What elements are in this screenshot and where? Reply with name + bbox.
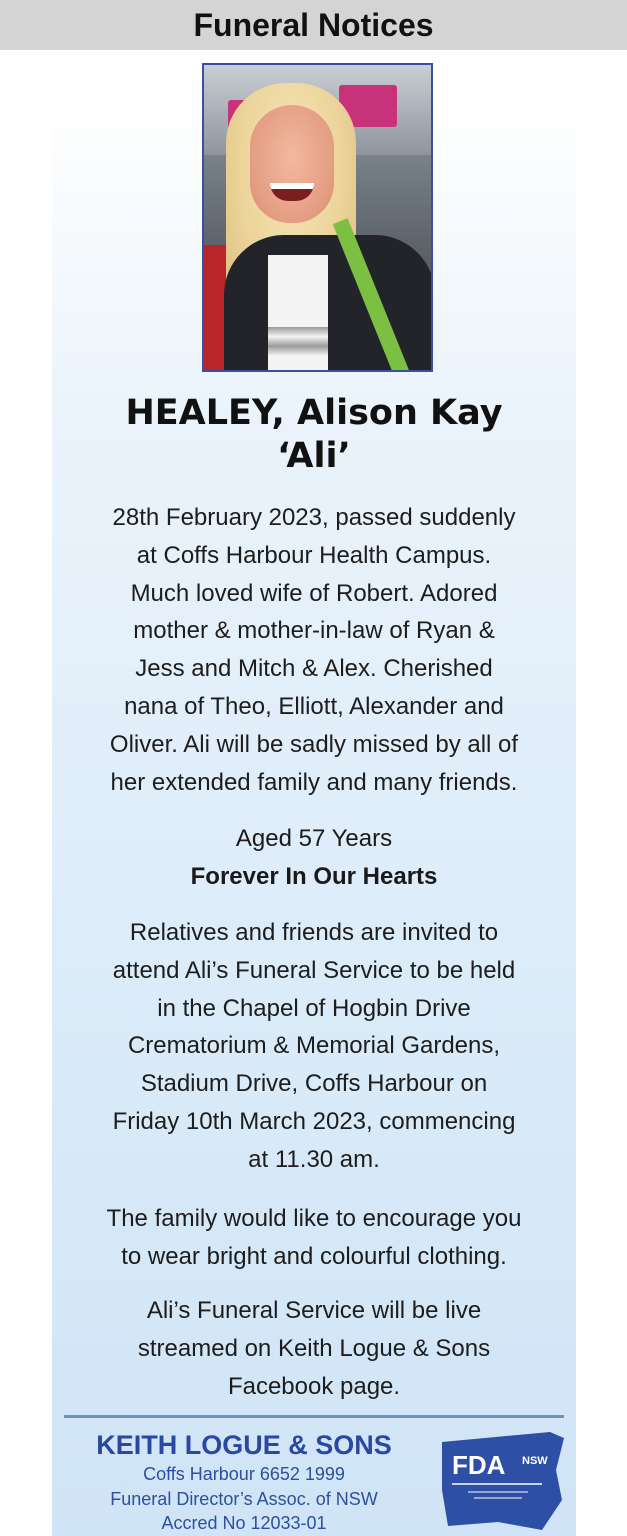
- text-line: Oliver. Ali will be sadly missed by all of: [109, 730, 519, 758]
- text-line: The family would like to encourage you: [106, 1205, 522, 1232]
- deceased-name: [52, 392, 576, 478]
- text-line: Relatives and friends are invited to: [129, 919, 499, 946]
- text-line: 28th February 2023, passed suddenly: [112, 504, 516, 531]
- section-title: Funeral Notices: [193, 7, 434, 43]
- text-line: Jess and Mitch & Alex. Cherished: [135, 655, 493, 683]
- svg-text:NSW: NSW: [522, 1455, 548, 1467]
- text-line: attend Ali’s Funeral Service to be held: [112, 956, 516, 984]
- text-line: her extended family and many friends.: [110, 768, 518, 796]
- text-line: nana of Theo, Elliott, Alexander and: [124, 692, 504, 720]
- text-line: Friday 10th March 2023, commencing: [112, 1107, 516, 1135]
- firm-name: KEITH LOGUE & SONS: [96, 1430, 392, 1460]
- age-line: Aged 57 Years: [235, 825, 393, 852]
- notice-paragraph-1: [52, 499, 576, 801]
- text-line: streamed on Keith Logue & Sons: [137, 1334, 491, 1362]
- svg-text:FDA: FDA: [452, 1450, 506, 1480]
- text-line: mother & mother-in-law of Ryan &: [133, 617, 495, 645]
- text-line: Much loved wife of Robert. Adored: [130, 579, 498, 607]
- portrait-photo: [202, 63, 433, 372]
- text-line: Ali’s Funeral Service will be live: [146, 1297, 482, 1324]
- text-line: in the Chapel of Hogbin Drive: [157, 994, 471, 1022]
- fda-nsw-logo-icon: [438, 1430, 566, 1534]
- text-line: to wear bright and colourful clothing.: [121, 1242, 507, 1270]
- text-line: Stadium Drive, Coffs Harbour on: [140, 1070, 488, 1098]
- section-header: [0, 0, 627, 50]
- text-line: Facebook page.: [227, 1372, 401, 1400]
- notice-paragraph-2: [52, 914, 576, 1179]
- name-line-2: ‘Ali’: [277, 436, 351, 476]
- firm-phone: Coffs Harbour 6652 1999: [143, 1464, 345, 1484]
- firm-accreditation: Accred No 12033-01: [161, 1513, 327, 1533]
- text-line: at 11.30 am.: [248, 1145, 380, 1173]
- text-line: Crematorium & Memorial Gardens,: [127, 1032, 501, 1060]
- text-line: at Coffs Harbour Health Campus.: [136, 541, 492, 569]
- footer-divider: [64, 1415, 564, 1418]
- firm-association: Funeral Director’s Assoc. of NSW: [110, 1488, 378, 1509]
- tagline: Forever In Our Hearts: [190, 863, 438, 890]
- funeral-director-block: [64, 1428, 424, 1536]
- notice-paragraph-4: [52, 1292, 576, 1405]
- notice-paragraph-3: [52, 1200, 576, 1276]
- name-line-1: HEALEY, Alison Kay: [125, 393, 503, 433]
